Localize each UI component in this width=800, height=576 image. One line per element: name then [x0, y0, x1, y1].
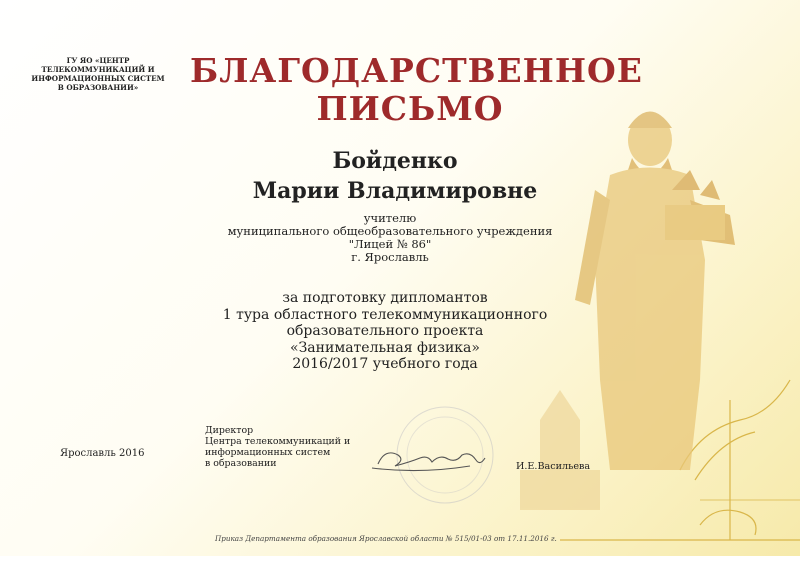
reason-line: «Занимательная физика» [290, 339, 480, 356]
position-line: муниципального общеобразовательного учреждения [227, 224, 553, 238]
organization-line: ГУ ЯО «ЦЕНТР [66, 56, 130, 65]
organization-name [18, 56, 178, 92]
signatory-name: И.Е.Васильева [516, 461, 591, 472]
reason-line: 2016/2017 учебного года [292, 356, 478, 372]
title-line: БЛАГОДАРСТВЕННОЕ [190, 51, 643, 90]
recipient-position [190, 212, 590, 264]
order-note: Приказ Департамента образования Ярославской области № 515/01-03 от 17.11.2016 г. [215, 534, 557, 543]
organization-line: В ОБРАЗОВАНИИ» [57, 83, 139, 92]
signatory-line: в образовании [205, 458, 277, 469]
signatory-line: информационных систем [205, 447, 331, 458]
reason-line: за подготовку дипломантов [282, 290, 488, 306]
recipient-name [195, 146, 595, 206]
seal-stamp [397, 407, 493, 503]
recipient-given-names: Марии Владимировне [252, 178, 538, 204]
signatory-line: Директор [205, 425, 254, 436]
recipient-surname: Бойденко [332, 148, 458, 174]
title-line: ПИСЬМО [316, 89, 504, 128]
reason-line: образовательного проекта [286, 323, 484, 339]
position-line: г. Ярославль [351, 250, 429, 264]
reason-line: 1 тура областного телекоммуникационного [222, 306, 548, 323]
tower-illustration [520, 390, 600, 510]
organization-line: ИНФОРМАЦИОННЫХ СИСТЕМ [31, 74, 165, 83]
award-reason [165, 290, 605, 373]
organization-line: ТЕЛЕКОММУНИКАЦИЙ И [41, 65, 155, 74]
bottom-margin [0, 556, 800, 576]
city-year: Ярославль 2016 [60, 448, 145, 459]
signatory-line: Центра телекоммуникаций и [205, 436, 351, 447]
signatory-title [205, 425, 355, 469]
certificate-title [190, 51, 643, 128]
position-line: учителю [363, 211, 417, 225]
signature [372, 453, 485, 471]
position-line: "Лицей № 86" [348, 237, 432, 251]
